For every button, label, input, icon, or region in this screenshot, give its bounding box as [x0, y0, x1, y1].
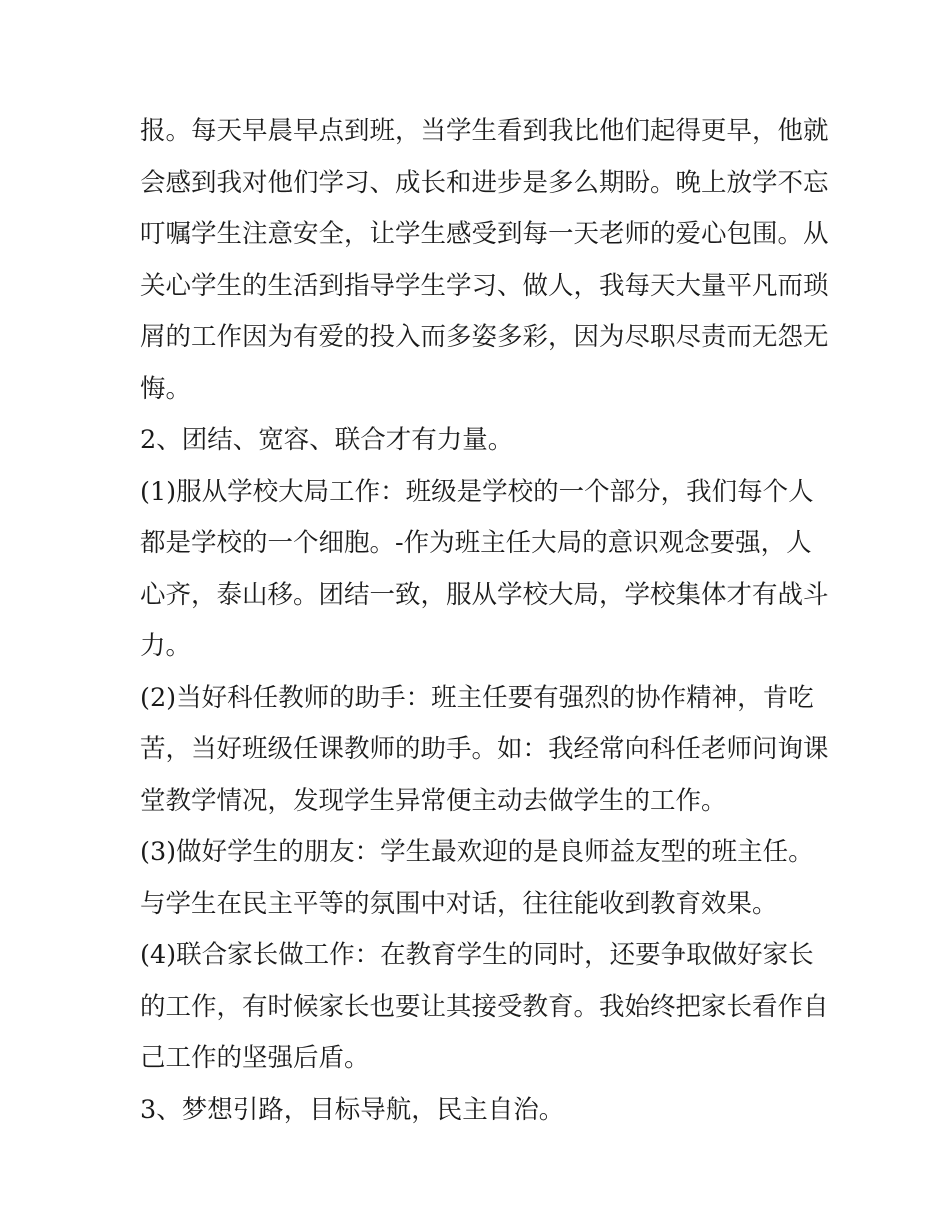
text-line: 堂教学情况，发现学生异常便主动去做学生的工作。 — [140, 785, 727, 816]
text-line: 的工作，有时候家长也要让其接受教育。我始终把家长看作自 — [140, 991, 829, 1022]
text-line: 都是学校的一个细胞。-作为班主任大局的意识观念要强，人 — [140, 528, 812, 558]
text-line: 心齐，泰山移。团结一致，服从学校大局，学校集体才有战斗 — [140, 579, 829, 610]
text-line: 苦，当好班级任课教师的助手。如：我经常向科任老师问询课 — [140, 734, 829, 764]
text-line: (4)联合家长做工作：在教育学生的同时，还要争取做好家长 — [140, 940, 814, 970]
text-line: (2)当好科任教师的助手：班主任要有强烈的协作精神，肯吃 — [140, 682, 814, 713]
text-line: 关心学生的生活到指导学生学习、做人，我每天大量平凡而琐 — [140, 270, 829, 301]
text-line: 力。 — [140, 631, 192, 661]
text-line: (1)服从学校大局工作：班级是学校的一个部分，我们每个人 — [140, 476, 814, 507]
section-heading: 2、团结、宽容、联合才有力量。 — [140, 425, 514, 455]
document-body — [140, 106, 829, 1136]
text-line: 与学生在民主平等的氛围中对话，往往能收到教育效果。 — [140, 888, 778, 919]
text-line: 会感到我对他们学习、成长和进步是多么期盼。晚上放学不忘 — [140, 167, 829, 198]
text-line: (3)做好学生的朋友：学生最欢迎的是良师益友型的班主任。 — [140, 837, 814, 867]
text-line: 报。每天早晨早点到班，当学生看到我比他们起得更早，他就 — [140, 116, 829, 146]
text-line: 叮嘱学生注意安全，让学生感受到每一天老师的爱心包围。从 — [140, 219, 829, 249]
text-line: 屑的工作因为有爱的投入而多姿多彩，因为尽职尽责而无怨无 — [140, 322, 829, 352]
section-heading: 3、梦想引路，目标导航，民主自治。 — [140, 1094, 565, 1125]
text-line: 悔。 — [140, 373, 192, 404]
text-line: 己工作的坚强后盾。 — [140, 1043, 370, 1073]
